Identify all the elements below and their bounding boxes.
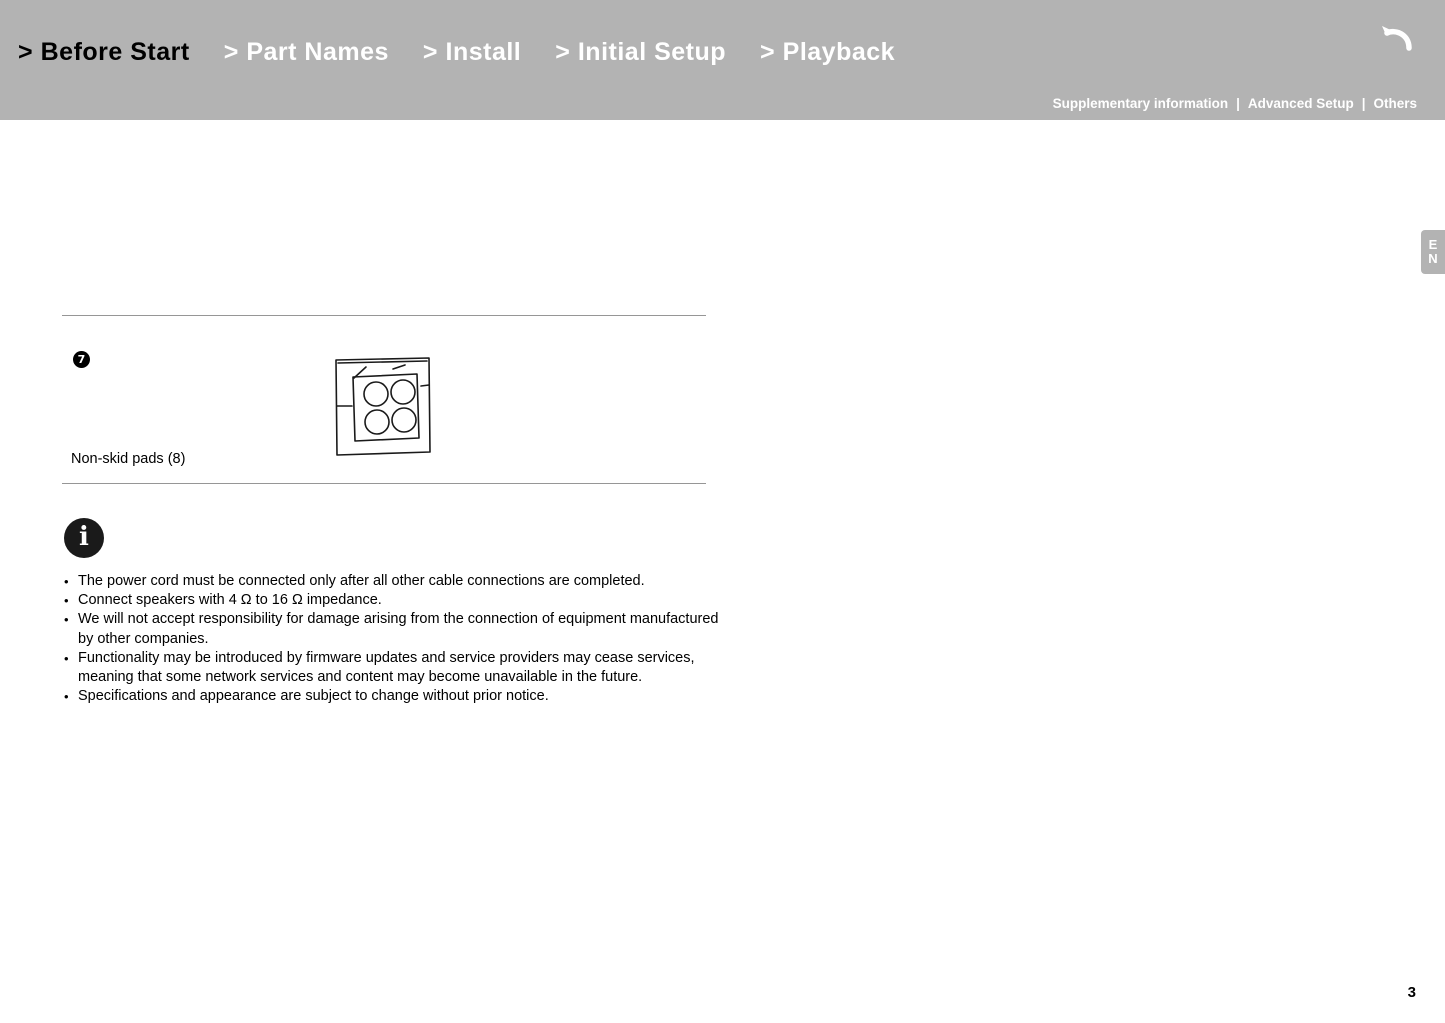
nav-item-label: Initial Setup	[577, 38, 727, 66]
back-arrow-icon	[1375, 18, 1419, 62]
nav-link-advanced-setup[interactable]: Advanced Setup	[1247, 96, 1354, 111]
chevron-right-icon: >	[555, 38, 569, 66]
list-item	[64, 649, 724, 687]
nav-link-supplementary-information[interactable]: Supplementary information	[1052, 96, 1229, 111]
chapter-nav	[18, 38, 929, 67]
page-content	[0, 120, 1445, 1023]
bullet-icon: •	[64, 593, 69, 609]
chevron-right-icon: >	[18, 38, 32, 66]
secondary-nav	[1053, 96, 1417, 111]
information-icon-glyph: i	[79, 522, 89, 552]
nav-item-initial-setup[interactable]	[555, 38, 726, 67]
nav-item-playback[interactable]	[760, 38, 895, 67]
accessory-caption: Non-skid pads (8)	[71, 451, 186, 467]
nav-item-label: Playback	[782, 38, 896, 66]
nav-item-label: Before Start	[40, 38, 190, 66]
language-tab-line2: N	[1428, 251, 1438, 266]
nav-item-install[interactable]	[423, 38, 521, 67]
chevron-right-icon: >	[422, 38, 437, 66]
nav-link-others[interactable]: Others	[1373, 96, 1417, 111]
non-skid-pads-bag-illustration	[333, 356, 433, 458]
bullet-icon: •	[64, 574, 69, 589]
notes-list	[64, 572, 724, 706]
bullet-icon: •	[64, 689, 69, 705]
nav-item-label: Install	[445, 38, 522, 66]
nav-separator: |	[1361, 96, 1366, 111]
bullet-icon: •	[64, 650, 69, 666]
chevron-right-icon: >	[760, 38, 774, 66]
list-item	[64, 591, 724, 610]
top-navigation-bar	[0, 0, 1445, 120]
page-number: 3	[1407, 984, 1416, 1001]
language-tab-line1: E	[1428, 237, 1438, 253]
nav-item-part-names[interactable]	[224, 38, 389, 67]
accessory-number-badge: 7	[73, 351, 90, 368]
divider-top	[62, 315, 706, 316]
back-button[interactable]	[1373, 16, 1421, 64]
non-skid-pads-illustration	[333, 356, 433, 458]
note-text: Functionality may be introduced by firmware updates and service providers may cease services, meaning that some network services and content may become unavailable in the future.	[78, 649, 695, 686]
list-item	[64, 610, 724, 648]
nav-item-before-start[interactable]	[18, 38, 190, 67]
information-icon	[64, 518, 104, 558]
chevron-right-icon: >	[223, 38, 238, 66]
note-text: The power cord must be connected only after all other cable connections are completed.	[78, 573, 645, 589]
note-text: We will not accept responsibility for damage arising from the connection of equipment manufactured by other companies.	[78, 611, 719, 647]
list-item	[64, 572, 724, 591]
divider-bottom	[62, 483, 706, 484]
note-text: Connect speakers with 4 Ω to 16 Ω impedance.	[78, 592, 382, 609]
list-item	[64, 687, 724, 706]
note-text: Specifications and appearance are subject to change without prior notice.	[78, 688, 549, 705]
nav-item-label: Part Names	[246, 38, 389, 66]
bullet-icon: •	[64, 612, 69, 628]
nav-separator: |	[1236, 96, 1240, 111]
